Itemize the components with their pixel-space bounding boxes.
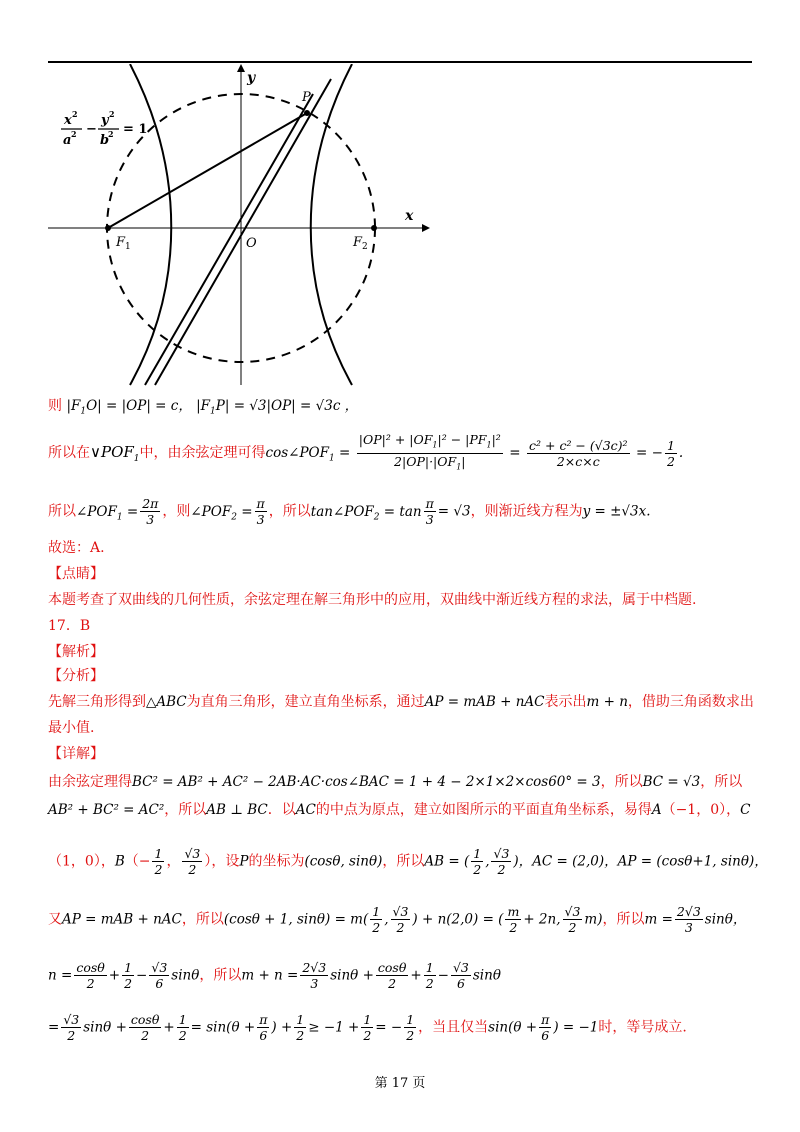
analysis-line-2: 最小值.	[48, 720, 95, 736]
svg-text:2: 2	[72, 109, 78, 119]
svg-text:−: −	[86, 122, 97, 137]
hyperbola-left-branch	[130, 64, 171, 385]
hyperbola-figure	[40, 64, 440, 394]
detail-line-4: 又AP = mAB + nAC，所以(cosθ + 1, sinθ) = m( $\frac{1}{2}$ , $\frac{√3}{2}$ ) + n(2,0) = ( $\frac{m}{2}$ + 2n, $\frac{√3}{2}$ m)，所以m = $\frac{2√3}{3}$ sinθ，	[48, 904, 747, 935]
section-fenxi: 【分析】	[48, 668, 104, 684]
detail-line-3: （1，0），B（− $\frac{1}{2}$ ， $\frac{√3}{2}$ ），设P的坐标为(cosθ, sinθ)，所以AB = ( $\frac{1}{2}$ , $\frac{√3}{2}$ )，AC = (2,0)，AP = (cosθ+1, sinθ)，	[48, 846, 768, 877]
section-dianjing: 【点睛】	[48, 566, 104, 582]
line-2: 所以在$\vee POF_1$中，由余弦定理可得$\cos\angle POF_1$ = $\frac{|OP|^2 + |OF_1|^2 - |PF_1|^2}{2|OP|\cdot|OF_1|}$ = $\frac{\text{c² + c² − (√3c)²}}{2\times c\times c}$ = − $\frac{1}{2}$ .	[48, 432, 684, 471]
y-axis-arrow	[237, 64, 245, 72]
hyperbola-right-branch	[311, 64, 352, 385]
label-F2: F	[353, 235, 363, 250]
svg-text:y: y	[101, 113, 109, 128]
comment-line: 本题考查了双曲线的几何性质，余弦定理在解三角形中的应用，双曲线中渐近线方程的求法，属于中档题.	[48, 592, 697, 608]
line-3: 所以$\angle POF_1$ = $\frac{2\pi}{3}$ ，则$\angle POF_2$ = $\frac{\pi}{3}$ ，所以$\tan\angle POF_2 = \tan$ $\frac{\pi}{3}$ = √3，则渐近线方程为y = ±√3x.	[48, 496, 651, 527]
label-F1-sub: 1	[125, 242, 131, 252]
header-rule	[48, 61, 752, 63]
detail-line-5: n = $\frac{\cos\theta}{2}$ + $\frac{1}{2}$ − $\frac{√3}{6}$ sinθ，所以m + n = $\frac{2√3}{3}$ sinθ + $\frac{\cos\theta}{2}$ + $\frac{1}{2}$ − $\frac{√3}{6}$ sinθ	[48, 960, 501, 991]
detail-line-2: AB² + BC² = AC²，所以AB ⊥ BC．以AC的中点为原点，建立如图所示的平面直角坐标系，易得A（−1，0），C	[48, 802, 751, 818]
point-P	[304, 110, 310, 116]
label-F1: F	[116, 235, 126, 250]
svg-text:x: x	[64, 113, 72, 128]
point-F2	[371, 225, 377, 231]
detail-line-6: = $\frac{√3}{2}$ sinθ + $\frac{\cos\theta}{2}$ + $\frac{1}{2}$ = sin(θ + $\frac{\pi}{6}$ ) + $\frac{1}{2}$ ≥ −1 + $\frac{1}{2}$ = − $\frac{1}{2}$ ，当且仅当sin(θ + $\frac{\pi}{6}$ ) = −1时，等号成立.	[48, 1012, 687, 1043]
svg-text:2: 2	[108, 129, 114, 139]
point-F1	[105, 225, 111, 231]
label-y: y	[247, 70, 256, 86]
problem-17-answer: 17．B	[48, 618, 91, 634]
section-xiangjie: 【详解】	[48, 746, 104, 762]
line-1: 则 $|F_1O| = |OP| = c$， $|F_1P| = √3|OP| = √3c$ ，	[48, 398, 359, 417]
section-jiexi: 【解析】	[48, 644, 104, 660]
label-O: O	[246, 236, 257, 251]
answer-line: 故选：A.	[48, 540, 105, 556]
svg-text:2: 2	[71, 129, 77, 139]
label-x: x	[405, 208, 414, 224]
line-through-P	[155, 79, 331, 385]
svg-text:2: 2	[109, 109, 115, 119]
svg-text:b: b	[100, 133, 110, 148]
hyperbola-equation	[61, 109, 147, 148]
label-F2-sub: 2	[362, 242, 368, 252]
svg-text:= 1: = 1	[123, 122, 148, 137]
x-axis-arrow	[422, 224, 430, 232]
page-number: 第 17 页	[374, 1076, 426, 1091]
detail-line-1: 由余弦定理得BC² = AB² + AC² − 2AB·AC·cos∠BAC = 1 + 4 − 2×1×2×cos60° = 3，所以BC = √3，所以	[48, 774, 743, 790]
svg-text:a: a	[63, 133, 72, 148]
label-P: P	[302, 90, 311, 105]
analysis-line: 先解三角形得到△ABC为直角三角形，建立直角坐标系，通过AP = mAB + nAC表示出m + n，借助三角函数求出	[48, 694, 754, 710]
